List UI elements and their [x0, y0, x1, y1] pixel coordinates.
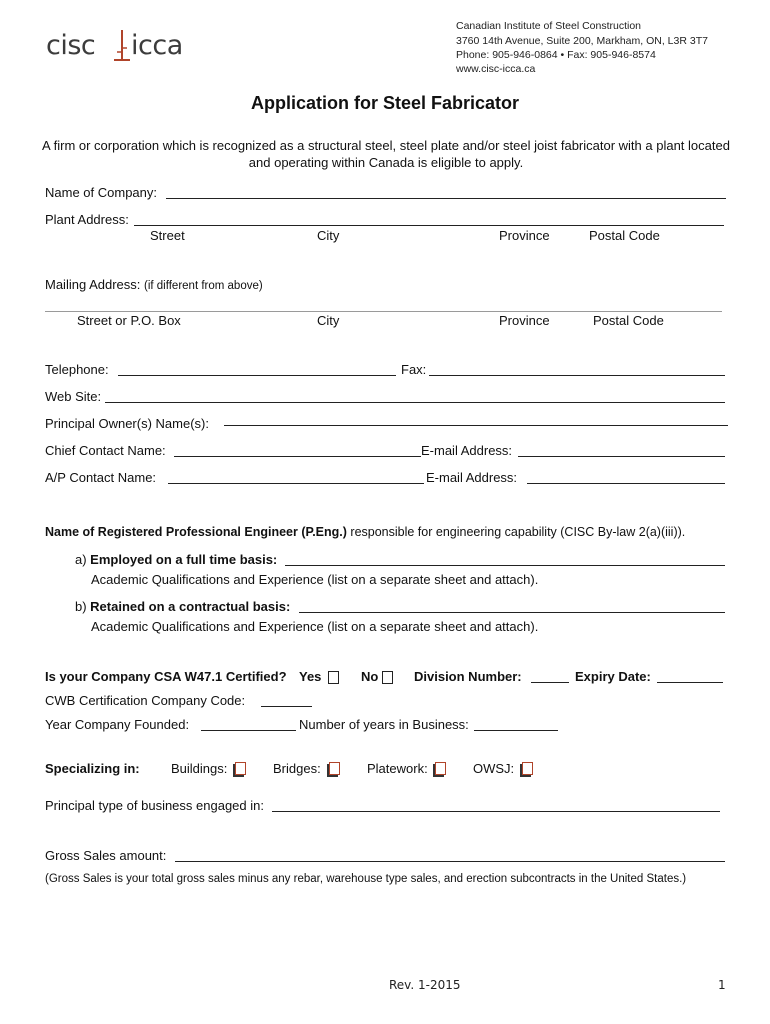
spec-buildings-checkbox[interactable] [235, 762, 246, 775]
owners-field[interactable] [224, 410, 728, 426]
engineer-b-text: Retained on a contractual basis: [90, 599, 291, 614]
telephone-field[interactable] [118, 360, 396, 376]
expiry-field[interactable] [657, 667, 723, 683]
plant-province-label: Province [499, 228, 550, 243]
csa-no-checkbox[interactable] [382, 671, 393, 684]
engineer-a-prefix: a) [75, 552, 91, 567]
header-web: www.cisc-icca.ca [456, 63, 536, 75]
founded-field[interactable] [201, 715, 296, 731]
page-number: 1 [718, 978, 726, 992]
gross-sales-field[interactable] [175, 846, 725, 862]
engineer-a-text: Employed on a full time basis: [90, 552, 278, 567]
engineer-b-label [75, 599, 290, 614]
engineer-fulltime-field[interactable] [285, 550, 725, 566]
mailing-label-text: Mailing Address: [45, 277, 141, 292]
ap-contact-label: A/P Contact Name: [45, 470, 157, 485]
spec-bridges-label: Bridges: [273, 761, 321, 776]
csa-yes-label: Yes [299, 669, 322, 684]
chief-email-label: E-mail Address: [421, 443, 513, 458]
business-type-label: Principal type of business engaged in: [45, 798, 264, 813]
engineer-b-prefix: b) [75, 599, 91, 614]
mailing-address-field[interactable] [45, 296, 722, 312]
header-address: 3760 14th Avenue, Suite 200, Markham, ON, L3R 3T7 [456, 35, 708, 47]
cwb-label: CWB Certification Company Code: [45, 693, 246, 708]
division-label: Division Number: [414, 669, 522, 684]
engineer-heading [45, 525, 685, 539]
spec-platework-checkbox[interactable] [435, 762, 446, 775]
chief-email-field[interactable] [518, 441, 725, 457]
founded-label: Year Company Founded: [45, 717, 190, 732]
engineer-heading-rest: responsible for engineering capability (CISC By-law 2(a)(iii)). [346, 525, 686, 539]
logo-text-icca: icca [131, 30, 183, 61]
header-org: Canadian Institute of Steel Construction [456, 20, 642, 32]
website-label: Web Site: [45, 389, 102, 404]
telephone-label: Telephone: [45, 362, 109, 377]
years-label: Number of years in Business: [299, 717, 469, 732]
engineer-a-note: Academic Qualifications and Experience (list on a separate sheet and attach). [91, 572, 539, 587]
company-label: Name of Company: [45, 185, 157, 200]
revision-label: Rev. 1-2015 [389, 978, 461, 992]
years-field[interactable] [474, 715, 558, 731]
mailing-street-label: Street or P.O. Box [77, 313, 181, 328]
mailing-province-label: Province [499, 313, 550, 328]
specializing-label: Specializing in: [45, 761, 140, 776]
chief-contact-label: Chief Contact Name: [45, 443, 166, 458]
fax-field[interactable] [429, 360, 725, 376]
chief-contact-field[interactable] [174, 441, 421, 457]
spec-owsj-label: OWSJ: [473, 761, 515, 776]
csa-yes-checkbox[interactable] [328, 671, 339, 684]
gross-sales-note: (Gross Sales is your total gross sales minus any rebar, warehouse type sales, and erection subcontracts in the United States.) [45, 873, 687, 885]
mailing-postal-label: Postal Code [593, 313, 664, 328]
plant-address-field[interactable] [134, 210, 724, 226]
ap-contact-field[interactable] [168, 468, 424, 484]
csa-question: Is your Company CSA W47.1 Certified? [45, 669, 287, 684]
website-field[interactable] [105, 387, 725, 403]
spec-buildings-label: Buildings: [171, 761, 228, 776]
logo-text-cisc: cisc [46, 30, 96, 61]
mailing-address-label [45, 277, 263, 292]
division-field[interactable] [531, 667, 569, 683]
company-name-field[interactable] [166, 183, 726, 199]
intro-text: A firm or corporation which is recognized as a structural steel, steel plate and/or steel joist fabricator with a plant located and operating within Canada is eligible to apply. [42, 138, 730, 170]
ap-email-field[interactable] [527, 468, 725, 484]
spec-owsj-checkbox[interactable] [522, 762, 533, 775]
spec-bridges-checkbox[interactable] [329, 762, 340, 775]
owners-label: Principal Owner(s) Name(s): [45, 416, 209, 431]
plant-city-label: City [317, 228, 340, 243]
header-phone-fax: Phone: 905-946-0864 • Fax: 905-946-8574 [456, 49, 656, 61]
mailing-city-label: City [317, 313, 340, 328]
engineer-b-note: Academic Qualifications and Experience (list on a separate sheet and attach). [91, 619, 539, 634]
plant-street-label: Street [150, 228, 185, 243]
expiry-label: Expiry Date: [575, 669, 651, 684]
business-type-field[interactable] [272, 796, 720, 812]
page-title: Application for Steel Fabricator [250, 93, 520, 113]
plant-postal-label: Postal Code [589, 228, 660, 243]
plant-address-label: Plant Address: [45, 212, 129, 227]
cwb-field[interactable] [261, 691, 312, 707]
spec-platework-label: Platework: [367, 761, 428, 776]
csa-no-label: No [361, 669, 379, 684]
engineer-a-label [75, 552, 277, 567]
engineer-heading-bold: Name of Registered Professional Engineer (P.Eng.) [45, 525, 347, 539]
engineer-contractual-field[interactable] [299, 597, 725, 613]
ap-email-label: E-mail Address: [426, 470, 518, 485]
mailing-note: (if different from above) [144, 280, 263, 292]
fax-label: Fax: [401, 362, 427, 377]
gross-sales-label: Gross Sales amount: [45, 848, 167, 863]
